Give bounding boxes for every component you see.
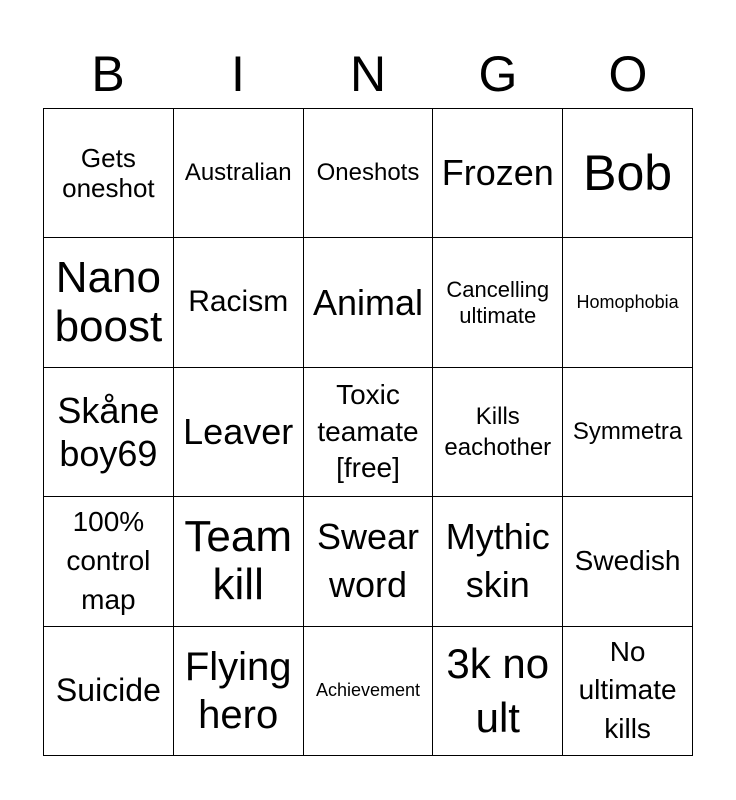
cell-label: Nano boost (54, 253, 163, 351)
cell-label: Swedish (574, 545, 681, 577)
bingo-board (43, 108, 693, 756)
header-letter-b: B (91, 46, 125, 102)
bingo-cell[interactable] (433, 238, 563, 367)
cell-label: Kills eachother (444, 402, 552, 461)
cell-label: Mythic skin (445, 516, 550, 606)
header-letter-n: N (349, 46, 387, 102)
cell-label: Symmetra (572, 418, 683, 446)
bingo-cell[interactable] (304, 238, 434, 367)
bingo-cell[interactable] (433, 497, 563, 626)
bingo-cell[interactable] (174, 238, 304, 367)
header-letter-i: I (231, 46, 245, 102)
bingo-cell[interactable] (174, 109, 304, 238)
cell-label: Swear word (316, 516, 419, 606)
bingo-cell[interactable] (44, 627, 174, 756)
cell-label: Skåne boy69 (57, 389, 160, 474)
cell-label: Animal (312, 281, 424, 323)
bingo-cell[interactable] (433, 109, 563, 238)
cell-label: Gets oneshot (62, 143, 155, 204)
bingo-cell[interactable] (44, 497, 174, 626)
header-letter-g: G (478, 46, 518, 102)
bingo-cell[interactable] (563, 627, 693, 756)
cell-label: No ultimate kills (578, 635, 677, 745)
cell-label: 3k no ult (446, 640, 550, 741)
bingo-header (43, 40, 693, 108)
bingo-cell[interactable] (304, 109, 434, 238)
bingo-cell[interactable] (563, 497, 693, 626)
cell-label: Flying hero (184, 644, 292, 737)
cell-label: Toxic teamate [free] (317, 378, 419, 484)
header-letter-o: O (608, 46, 648, 102)
bingo-cell[interactable] (174, 497, 304, 626)
bingo-cell[interactable] (44, 238, 174, 367)
bingo-cell[interactable] (304, 497, 434, 626)
bingo-cell[interactable] (304, 627, 434, 756)
bingo-cell[interactable] (433, 368, 563, 497)
cell-label: Oneshots (316, 159, 420, 187)
cell-label: Frozen (441, 152, 554, 194)
bingo-cell[interactable] (174, 627, 304, 756)
cell-label: Team kill (184, 512, 292, 610)
bingo-cell[interactable] (44, 109, 174, 238)
bingo-cell[interactable] (563, 238, 693, 367)
cell-label: Homophobia (576, 292, 679, 313)
cell-label: 100% control map (66, 506, 151, 615)
cell-label: Leaver (183, 411, 294, 453)
bingo-cell[interactable] (563, 368, 693, 497)
cell-label: Australian (184, 159, 292, 187)
cell-label: Racism (188, 285, 289, 319)
cell-label: Suicide (55, 672, 161, 709)
bingo-cell[interactable] (44, 368, 174, 497)
bingo-cell[interactable] (304, 368, 434, 497)
bingo-cell[interactable] (433, 627, 563, 756)
bingo-cell[interactable] (563, 109, 693, 238)
cell-label: Cancelling ultimate (446, 277, 550, 328)
cell-label: Achievement (315, 680, 421, 701)
bingo-cell[interactable] (174, 368, 304, 497)
cell-label: Bob (583, 145, 673, 202)
